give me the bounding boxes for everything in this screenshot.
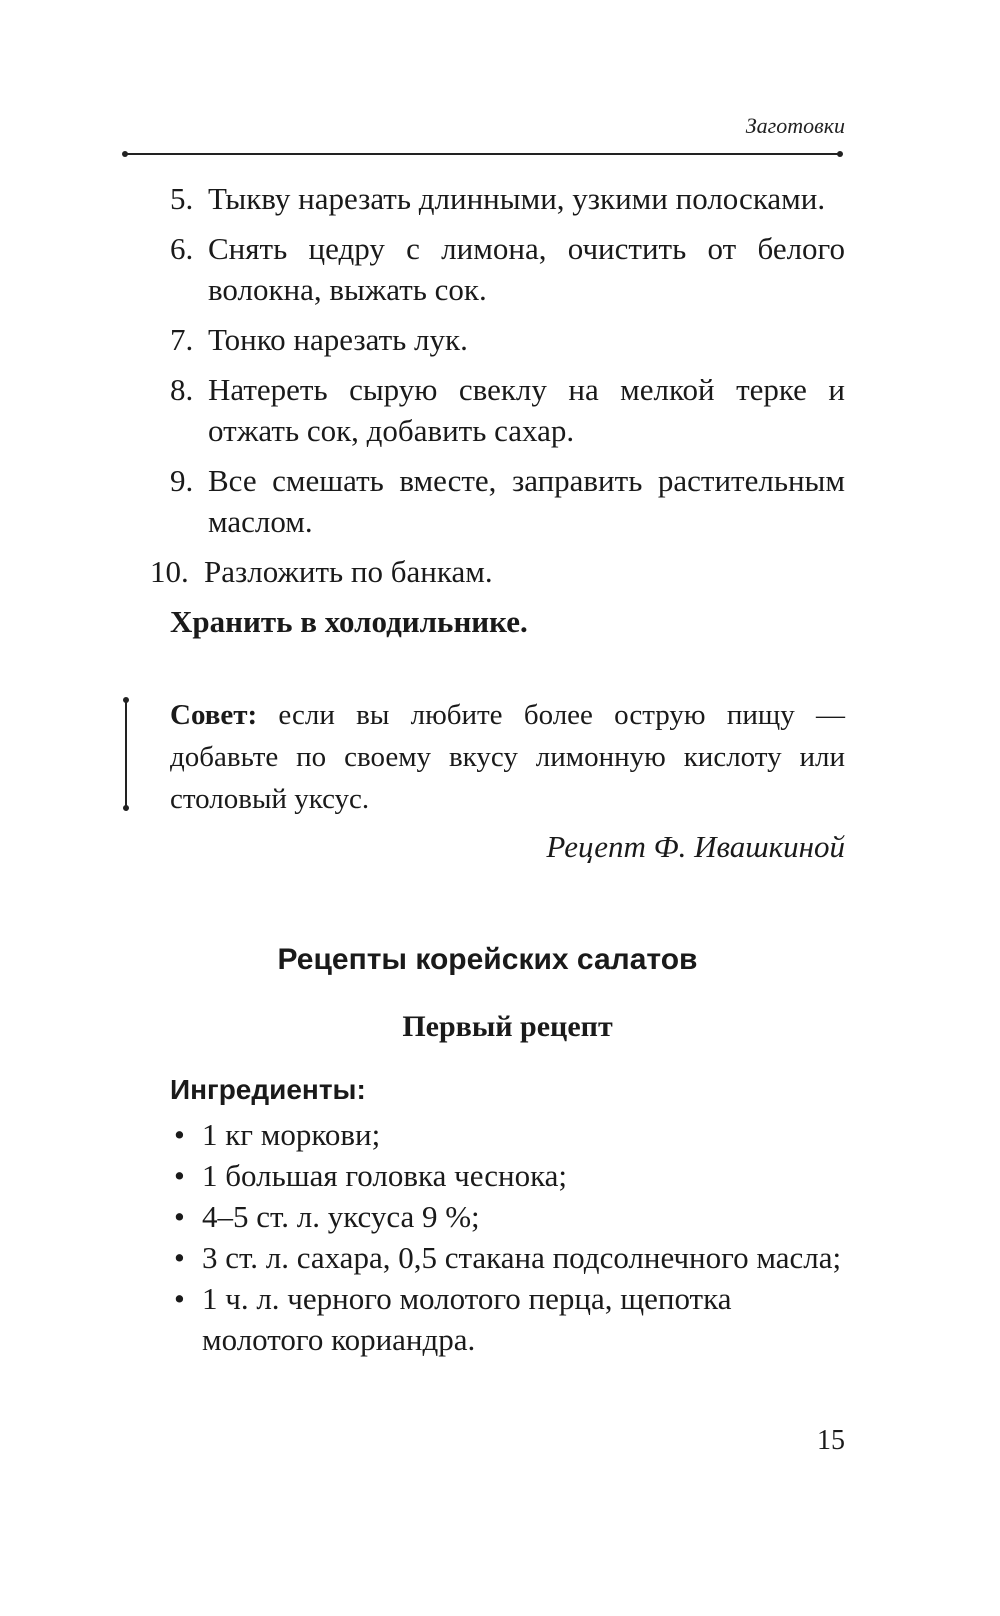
tip-body: если вы любите более острую пищу — добавьте по своему вкусу лимонную кислоту или столовый уксус. — [170, 699, 845, 815]
recipe-title: Первый рецепт — [402, 1010, 613, 1043]
step-item — [170, 178, 845, 219]
rule-dot-left — [122, 151, 128, 157]
ingredient-text: 1 большая головка чеснока; — [202, 1158, 568, 1193]
section-title: Рецепты корейских салатов — [277, 943, 698, 976]
storage-note: Хранить в холодильнике. — [170, 604, 528, 639]
bullet-icon: • — [174, 1281, 185, 1316]
step-item — [170, 369, 845, 451]
ingredients-heading: Ингредиенты: — [170, 1074, 366, 1105]
page-number: 15 — [817, 1425, 845, 1456]
tip-rule-dot-top — [123, 697, 129, 703]
page-content — [150, 178, 845, 1360]
ingredient-text: 1 ч. л. черного молотого перца, щепотка молотого кориандра. — [202, 1281, 732, 1357]
ingredient-item — [170, 1155, 845, 1196]
bullet-icon: • — [174, 1240, 185, 1275]
step-number: 5. — [170, 181, 194, 216]
step-text: Снять цедру с лимона, очистить от белого волокна, выжать сок. — [208, 231, 845, 307]
step-item — [150, 551, 845, 592]
ingredient-text: 4–5 ст. л. уксуса 9 %; — [202, 1199, 480, 1234]
step-item — [170, 319, 845, 360]
steps-list — [150, 178, 845, 592]
step-item — [170, 460, 845, 542]
ingredient-item — [170, 1114, 845, 1155]
bullet-icon: • — [174, 1199, 185, 1234]
step-number: 9. — [170, 463, 194, 498]
ingredient-item — [170, 1196, 845, 1237]
ingredient-text: 3 ст. л. сахара, 0,5 стакана подсолнечного масла; — [202, 1240, 842, 1275]
header-rule — [125, 153, 840, 155]
step-item — [170, 228, 845, 310]
ingredient-item — [170, 1278, 845, 1360]
ingredient-text: 1 кг моркови; — [202, 1117, 381, 1152]
ingredient-item — [170, 1237, 845, 1278]
recipe-attribution: Рецепт Ф. Ивашкиной — [546, 829, 845, 864]
step-number: 10. — [150, 554, 189, 589]
tip-label: Совет: — [170, 699, 258, 731]
step-text: Разложить по банкам. — [204, 554, 493, 589]
ingredients-list — [170, 1114, 845, 1360]
step-text: Все смешать вместе, заправить растительным маслом. — [208, 463, 845, 539]
step-text: Тонко нарезать лук. — [208, 322, 468, 357]
step-number: 6. — [170, 231, 194, 266]
step-number: 8. — [170, 372, 194, 407]
bullet-icon: • — [174, 1158, 185, 1193]
bullet-icon: • — [174, 1117, 185, 1152]
tip-block — [170, 694, 845, 820]
running-header: Заготовки — [745, 113, 845, 138]
tip-side-rule — [125, 700, 127, 808]
step-text: Натереть сырую свеклу на мелкой терке и отжать сок, добавить сахар. — [208, 372, 845, 448]
tip-rule-dot-bottom — [123, 805, 129, 811]
rule-dot-right — [837, 151, 843, 157]
step-number: 7. — [170, 322, 194, 357]
tip-text — [170, 694, 845, 820]
step-text: Тыкву нарезать длинными, узкими полосками. — [208, 181, 826, 216]
